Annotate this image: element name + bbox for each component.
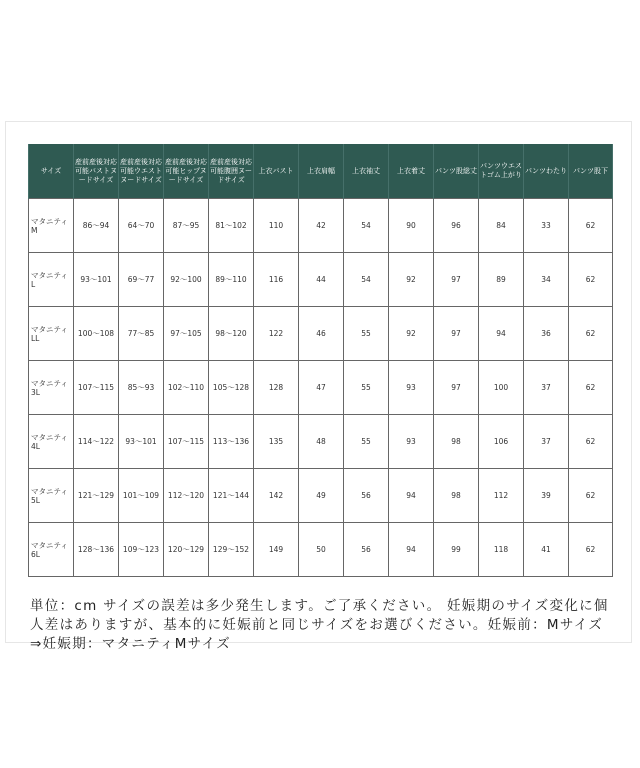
header-top-shoulder: 上衣肩幅: [299, 144, 344, 199]
header-pants-rise: パンツ股総丈: [434, 144, 479, 199]
table-cell: 36: [524, 307, 569, 361]
table-cell: 118: [479, 523, 524, 577]
table-cell: 69～77: [119, 253, 164, 307]
table-cell: 93～101: [74, 253, 119, 307]
table-cell: 62: [569, 361, 613, 415]
table-cell: 81～102: [209, 199, 254, 253]
table-cell: 89: [479, 253, 524, 307]
table-cell: 92: [389, 307, 434, 361]
header-top-bust: 上衣バスト: [254, 144, 299, 199]
table-cell: 97: [434, 253, 479, 307]
size-name-cell: マタニティLL: [29, 307, 74, 361]
header-pants-waist: パンツウエストゴム上がり: [479, 144, 524, 199]
table-cell: 128: [254, 361, 299, 415]
table-cell: 33: [524, 199, 569, 253]
table-cell: 64～70: [119, 199, 164, 253]
table-cell: 89～110: [209, 253, 254, 307]
table-cell: 41: [524, 523, 569, 577]
header-abdomen-nude: 産前産後対応可能腹囲ヌードサイズ: [209, 144, 254, 199]
table-cell: 121～129: [74, 469, 119, 523]
table-cell: 87～95: [164, 199, 209, 253]
header-bust-nude: 産前産後対応可能バストヌードサイズ: [74, 144, 119, 199]
table-cell: 93～101: [119, 415, 164, 469]
table-cell: 62: [569, 469, 613, 523]
table-cell: 90: [389, 199, 434, 253]
table-cell: 54: [344, 253, 389, 307]
table-cell: 99: [434, 523, 479, 577]
table-row: [29, 415, 613, 469]
table-cell: 107～115: [74, 361, 119, 415]
table-cell: 62: [569, 253, 613, 307]
table-cell: 107～115: [164, 415, 209, 469]
table-cell: 92: [389, 253, 434, 307]
size-chart-table: [28, 144, 613, 577]
size-name-cell: マタニティ6L: [29, 523, 74, 577]
table-cell: 37: [524, 415, 569, 469]
table-cell: 55: [344, 307, 389, 361]
table-cell: 98: [434, 415, 479, 469]
table-cell: 113～136: [209, 415, 254, 469]
table-cell: 62: [569, 307, 613, 361]
table-cell: 94: [389, 523, 434, 577]
size-name-cell: マタニティ4L: [29, 415, 74, 469]
table-cell: 100: [479, 361, 524, 415]
table-cell: 34: [524, 253, 569, 307]
table-cell: 106: [479, 415, 524, 469]
table-cell: 142: [254, 469, 299, 523]
table-cell: 47: [299, 361, 344, 415]
table-cell: 110: [254, 199, 299, 253]
table-cell: 55: [344, 361, 389, 415]
header-top-length: 上衣着丈: [389, 144, 434, 199]
table-cell: 49: [299, 469, 344, 523]
table-row: [29, 469, 613, 523]
table-cell: 121～144: [209, 469, 254, 523]
table-cell: 92～100: [164, 253, 209, 307]
table-cell: 37: [524, 361, 569, 415]
size-name-cell: マタニティ3L: [29, 361, 74, 415]
table-cell: 97～105: [164, 307, 209, 361]
table-cell: 109～123: [119, 523, 164, 577]
table-cell: 120～129: [164, 523, 209, 577]
table-cell: 135: [254, 415, 299, 469]
table-cell: 94: [389, 469, 434, 523]
table-cell: 116: [254, 253, 299, 307]
size-name-cell: マタニティL: [29, 253, 74, 307]
table-cell: 39: [524, 469, 569, 523]
table-cell: 56: [344, 469, 389, 523]
table-cell: 112～120: [164, 469, 209, 523]
header-pants-thigh: パンツわたり: [524, 144, 569, 199]
table-row: [29, 199, 613, 253]
table-cell: 101～109: [119, 469, 164, 523]
table-cell: 42: [299, 199, 344, 253]
header-waist-nude: 産前産後対応可能ウエストヌードサイズ: [119, 144, 164, 199]
table-cell: 102～110: [164, 361, 209, 415]
table-cell: 86～94: [74, 199, 119, 253]
table-cell: 97: [434, 307, 479, 361]
header-pants-inseam: パンツ股下: [569, 144, 613, 199]
table-cell: 128～136: [74, 523, 119, 577]
table-row: [29, 361, 613, 415]
table-cell: 98: [434, 469, 479, 523]
table-cell: 56: [344, 523, 389, 577]
table-cell: 112: [479, 469, 524, 523]
table-cell: 54: [344, 199, 389, 253]
table-cell: 100～108: [74, 307, 119, 361]
size-note: 単位：cm サイズの誤差は多少発生します。ご了承ください。 妊娠期のサイズ変化に個人差はありますが、基本的に妊娠前と同じサイズをお選びください。妊娠前：Mサイズ⇒妊娠期：マタニティMサイズ: [30, 598, 609, 652]
table-cell: 48: [299, 415, 344, 469]
table-cell: 85～93: [119, 361, 164, 415]
size-name-cell: マタニティM: [29, 199, 74, 253]
table-cell: 77～85: [119, 307, 164, 361]
table-cell: 149: [254, 523, 299, 577]
table-cell: 84: [479, 199, 524, 253]
table-cell: 62: [569, 523, 613, 577]
table-cell: 96: [434, 199, 479, 253]
table-cell: 46: [299, 307, 344, 361]
table-cell: 94: [479, 307, 524, 361]
table-cell: 97: [434, 361, 479, 415]
table-cell: 44: [299, 253, 344, 307]
table-row: [29, 253, 613, 307]
size-name-cell: マタニティ5L: [29, 469, 74, 523]
table-cell: 98～120: [209, 307, 254, 361]
table-cell: 114～122: [74, 415, 119, 469]
table-header-row: [29, 144, 613, 199]
table-cell: 55: [344, 415, 389, 469]
table-row: [29, 523, 613, 577]
table-cell: 105～128: [209, 361, 254, 415]
header-top-sleeve: 上衣袖丈: [344, 144, 389, 199]
table-cell: 50: [299, 523, 344, 577]
table-cell: 62: [569, 415, 613, 469]
table-row: [29, 307, 613, 361]
header-hip-nude: 産前産後対応可能ヒップヌードサイズ: [164, 144, 209, 199]
table-cell: 62: [569, 199, 613, 253]
table-cell: 93: [389, 415, 434, 469]
table-cell: 93: [389, 361, 434, 415]
table-cell: 129～152: [209, 523, 254, 577]
header-size: サイズ: [29, 144, 74, 199]
table-cell: 122: [254, 307, 299, 361]
